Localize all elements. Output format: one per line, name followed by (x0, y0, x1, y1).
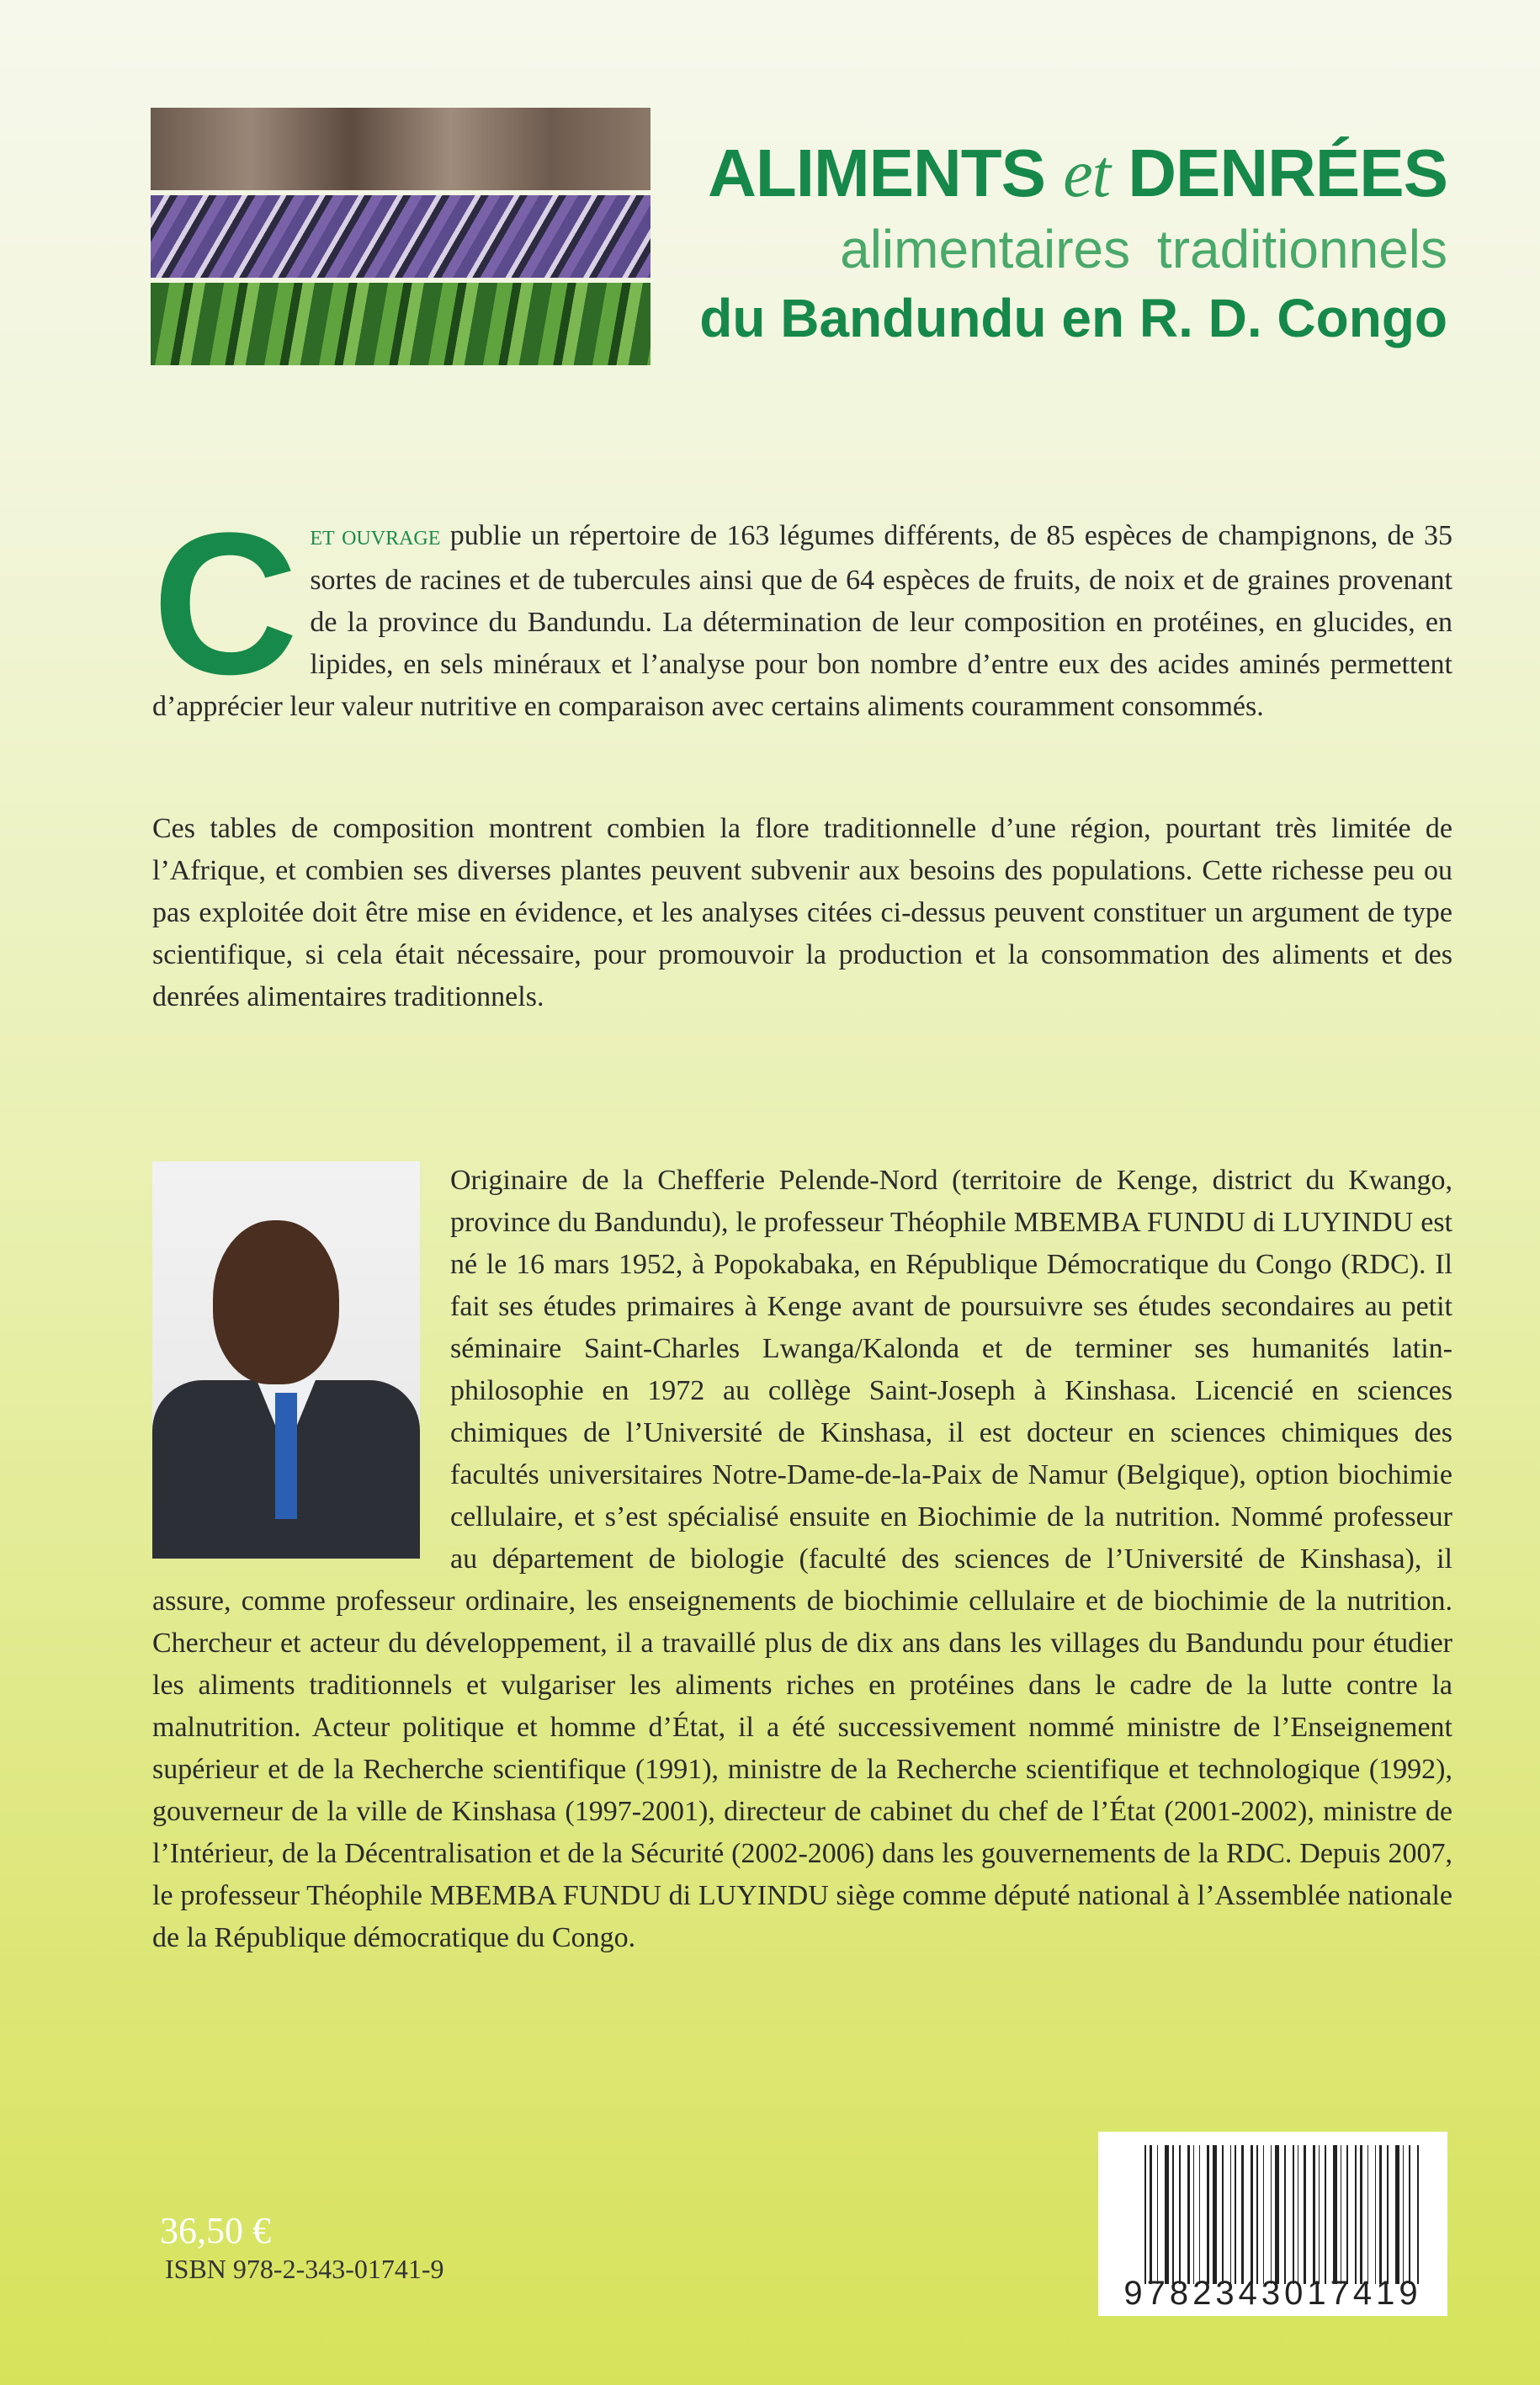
title-word: et (1063, 137, 1110, 211)
barcode-bar (1360, 2145, 1362, 2284)
intro-text: publie un répertoire de 163 légumes différents, de 85 espèces de champignons, de 35 sortes de racines et de tubercules ainsi que de 64 espèces de fruits, de noix et de graines provenant de la province du Bandundu. La détermination de leur composition en protéines, en glucides, en lipides, en sels minéraux et l’analyse pour bon nombre d’entre eux des acides aminés permettent d’apprécier leur valeur nutritive en comparaison avec certains aliments couramment consommés. (152, 520, 1452, 722)
description-paragraph: Ces tables de composition montrent combien la flore traditionnelle d’une région, pourtant très limitée de l’Afrique, et combien ses diverses plantes peuvent subvenir aux besoins des populations. Cette richesse peu ou pas exploitée doit être mise en évidence, et les analyses citées ci-dessus peuvent constituer un argument de type scientifique, si cela était nécessaire, pour promouvoir la production et la consommation des aliments et des denrées alimentaires traditionnels. (152, 813, 1452, 1012)
barcode-bar (1157, 2145, 1158, 2284)
barcode-bar (1355, 2145, 1357, 2284)
barcode-bars (1144, 2145, 1422, 2284)
barcode-bar (1387, 2145, 1389, 2284)
barcode-bar (1409, 2145, 1410, 2284)
book-title (699, 135, 1447, 349)
barcode-bar (1172, 2145, 1174, 2284)
isbn: ISBN 978-2-343-01741-9 (165, 2254, 444, 2284)
barcode-bar (1144, 2145, 1146, 2284)
barcode-bar (1403, 2145, 1404, 2284)
barcode-bar (1379, 2145, 1382, 2284)
barcode-bar (1395, 2145, 1399, 2284)
price: 36,50 € (160, 2210, 271, 2251)
barcode-bar (1222, 2145, 1224, 2284)
barcode-bar (1251, 2145, 1253, 2284)
barcode-bar (1235, 2145, 1236, 2284)
barcode-bar (1313, 2145, 1315, 2284)
barcode-bar (1375, 2145, 1376, 2284)
title-word: DENRÉES (1128, 135, 1447, 210)
barcode-bar (1213, 2145, 1216, 2284)
okra-photo (151, 283, 651, 365)
barcode-bar (1293, 2145, 1294, 2284)
barcode-bar (1256, 2145, 1258, 2284)
drop-cap: C (152, 491, 299, 716)
title-line-3: du Bandundu en R. D. Congo (699, 288, 1447, 348)
barcode-bar (1284, 2145, 1286, 2284)
intro-paragraph (152, 491, 1452, 728)
author-bio (152, 1160, 1452, 1959)
barcode-bar (1319, 2145, 1320, 2284)
author-photo (152, 1161, 420, 1559)
barcode-bar (1346, 2145, 1348, 2284)
barcode-bar (1199, 2145, 1200, 2284)
barcode-number: 9782343017419 (1123, 2275, 1422, 2312)
barcode-bar (1165, 2145, 1168, 2284)
title-line-2: alimentaires traditionnels (840, 219, 1447, 279)
barcode-bar (1325, 2145, 1326, 2284)
barcode-bar (1304, 2145, 1306, 2284)
barcode-bar (1333, 2145, 1336, 2284)
barcode-bar (1179, 2145, 1181, 2284)
barcode-bar (1150, 2145, 1152, 2284)
barcode-bar (1275, 2145, 1278, 2284)
barcode-bar (1263, 2145, 1264, 2284)
title-line-1 (699, 135, 1447, 213)
tubers-photo (151, 108, 651, 190)
barcode-bar (1187, 2145, 1190, 2284)
bio-text: Originaire de la Chefferie Pelende-Nord (territoire de Kenge, district du Kwango, province du Bandundu), le professeur Théophile MBEMBA FUNDU di LUYINDU est né le 16 mars 1952, à Popokabaka, en République Démocratique du Congo (RDC). Il fait ses études primaires à Kenge avant de poursuivre ses études secondaires au petit séminaire Saint-Charles Lwanga/Kalonda et de terminer ses humanités latin-philosophie en 1972 au collège Saint-Joseph à Kinshasa. Licencié en sciences chimiques de l’Université de Kinshasa, il est docteur en sciences chimiques des facultés universitaires Notre-Dame-de-la-Paix de Namur (Belgique), option biochimie cellulaire, et s’est spécialisé ensuite en Biochimie de la nutrition. Nommé professeur au département de biologie (faculté des sciences de l’Université de Kinshasa), il assure, comme professeur ordinaire, les enseignements de biochimie cellulaire et de biochimie de la nutrition. Chercheur et acteur du développement, il a travaillé plus de dix ans dans les villages du Bandundu pour étudier les aliments traditionnels et vulgariser les aliments riches en protéines dans le cadre de la lutte contre la malnutrition. Acteur politique et homme d’État, il a été successivement nommé ministre de l’Enseignement supérieur et de la Recherche scientifique (1991), ministre de la Recherche scientifique et technologique (1992), gouverneur de la ville de Kinshasa (1997-2001), directeur de cabinet du chef de l’État (2001-2002), ministre de l’Intérieur, de la Décentralisation et de la Sécurité (2002-2006) dans les gouvernements de la RDC. Depuis 2007, le professeur Théophile MBEMBA FUNDU di LUYINDU siège comme député national à l’Assemblée nationale de la République démocratique du Congo. (152, 1165, 1452, 1953)
intro-smallcaps: ET OUVRAGE (310, 528, 441, 550)
title-word: ALIMENTS (708, 135, 1046, 210)
barcode (1098, 2132, 1447, 2316)
cover-photo-strips (151, 108, 651, 365)
caterpillars-photo (151, 195, 651, 278)
barcode-bar (1271, 2145, 1272, 2284)
barcode-bar (1417, 2145, 1419, 2284)
barcode-bar (1193, 2145, 1194, 2284)
barcode-bar (1367, 2145, 1368, 2284)
barcode-bar (1241, 2145, 1244, 2284)
barcode-bar (1230, 2145, 1231, 2284)
barcode-bar (1207, 2145, 1209, 2284)
